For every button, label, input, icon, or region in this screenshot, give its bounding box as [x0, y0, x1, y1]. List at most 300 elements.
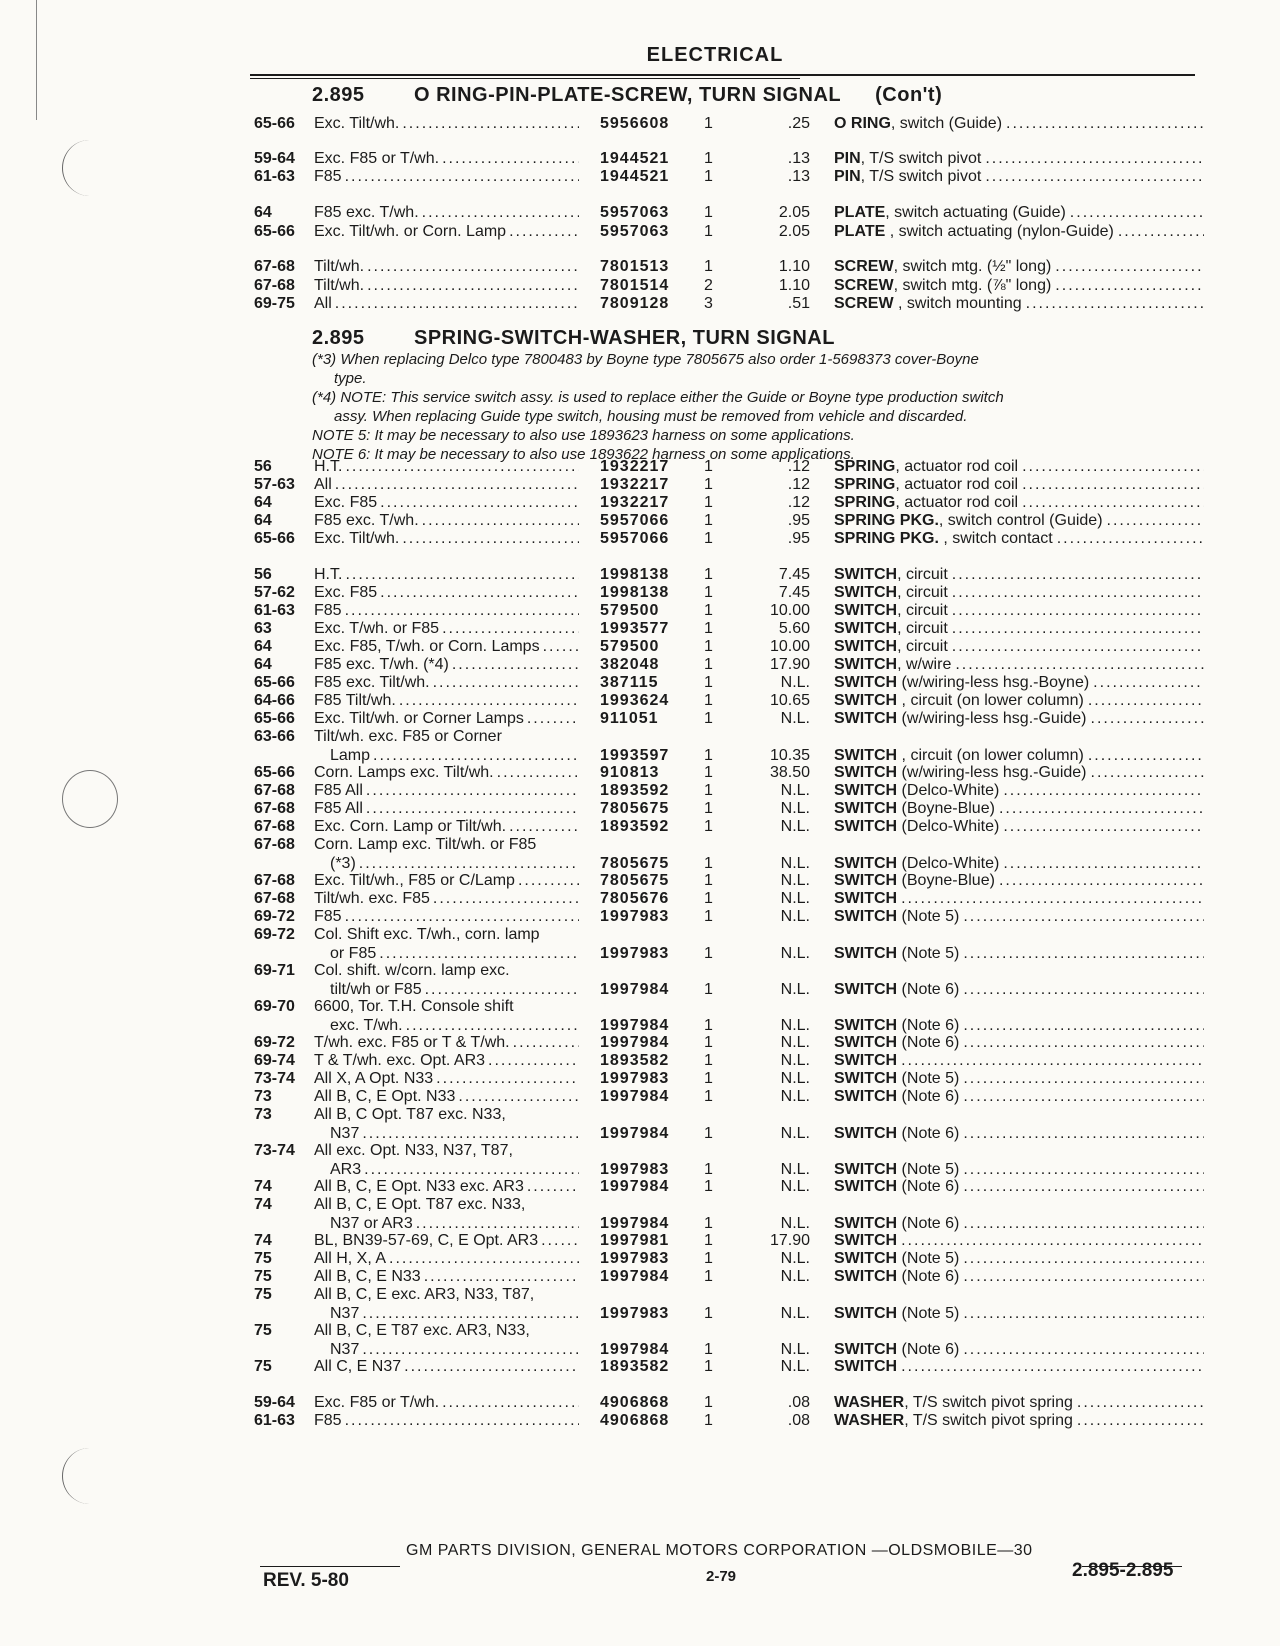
application	[314, 818, 579, 837]
application-text: N37	[330, 1305, 360, 1322]
application-line	[314, 620, 579, 639]
quantity: 1	[704, 818, 713, 835]
part-name: PIN	[834, 150, 861, 167]
application-line	[314, 1286, 579, 1305]
dot-leader	[380, 494, 579, 513]
application	[314, 530, 579, 549]
model-year: 69-75	[254, 295, 295, 312]
quantity: 1	[704, 1394, 713, 1411]
part-detail: (Note 6)	[897, 1017, 960, 1034]
description	[834, 494, 1204, 512]
part-number: 1997984	[600, 981, 670, 998]
part-name: SWITCH	[834, 1232, 898, 1249]
description-text	[834, 1412, 1073, 1430]
price: 7.45	[778, 584, 810, 601]
part-number: 4906868	[600, 1412, 670, 1429]
description-text	[834, 204, 1066, 222]
dot-leader	[345, 908, 579, 927]
part-detail: , switch contact	[938, 530, 1053, 547]
part-name: SWITCH	[834, 602, 898, 619]
description	[834, 115, 1204, 133]
part-number: 1997984	[600, 1215, 670, 1232]
description-text	[834, 620, 948, 638]
application	[314, 1088, 579, 1107]
part-number: 1932217	[600, 458, 670, 475]
application	[314, 584, 579, 603]
application	[314, 1232, 579, 1251]
description-text	[834, 692, 1084, 710]
description-text	[834, 602, 948, 620]
application-line	[314, 962, 579, 981]
quantity: 1	[704, 458, 713, 475]
quantity: 1	[704, 674, 713, 691]
application-text: F85	[314, 168, 342, 185]
quantity: 1	[704, 566, 713, 583]
description	[834, 1178, 1204, 1196]
part-detail: , circuit	[897, 638, 948, 655]
price: N.L.	[780, 1250, 810, 1267]
application	[314, 1268, 579, 1287]
application-text: tilt/wh or F85	[330, 981, 422, 998]
application	[314, 710, 579, 729]
part-number: 4906868	[600, 1394, 670, 1411]
dot-leader	[985, 168, 1204, 186]
note-line: type.	[334, 370, 367, 387]
part-detail: (w/wiring-less hsg.-Guide)	[897, 710, 1087, 727]
application-line	[314, 728, 579, 747]
note-line: NOTE 6: It may be necessary to also use 1893622 harness on some applications.	[312, 446, 855, 463]
part-name: SWITCH	[834, 638, 898, 655]
dot-leader	[1022, 494, 1204, 512]
page-title: ELECTRICAL	[646, 44, 784, 66]
quantity: 1	[704, 204, 713, 221]
quantity: 1	[704, 638, 713, 655]
description	[834, 692, 1204, 710]
application-line	[314, 1232, 579, 1251]
application	[314, 1196, 579, 1234]
description-text	[834, 1232, 897, 1250]
application-text: Exc. Corn. Lamp or Tilt/wh.	[314, 818, 507, 835]
dot-leader	[366, 800, 579, 819]
price: N.L.	[780, 1125, 810, 1142]
part-name: SPRING PKG.	[834, 530, 939, 547]
price: 38.50	[769, 764, 810, 781]
description	[834, 602, 1204, 620]
description-text	[834, 981, 959, 999]
model-year: 63-66	[254, 728, 295, 745]
dot-leader	[367, 258, 579, 277]
quantity: 1	[704, 1017, 713, 1034]
dot-leader	[527, 710, 579, 729]
part-number: 7801513	[600, 258, 670, 275]
application-line	[314, 223, 579, 242]
part-name: SWITCH	[834, 764, 898, 781]
model-year: 67-68	[254, 800, 295, 817]
model-year: 64-66	[254, 692, 295, 709]
model-year: 56	[254, 458, 272, 475]
description-text	[834, 530, 1053, 548]
part-number: 1944521	[600, 150, 670, 167]
description-text	[834, 800, 995, 818]
part-detail: (Delco-White)	[897, 782, 1000, 799]
description-text	[834, 150, 981, 168]
application	[314, 728, 579, 766]
application-text: Exc. F85, T/wh. or Corn. Lamps	[314, 638, 540, 655]
price: N.L.	[780, 674, 810, 691]
model-year: 69-72	[254, 1034, 295, 1051]
description	[834, 747, 1204, 765]
part-number: 1997983	[600, 1161, 670, 1178]
part-number: 1932217	[600, 476, 670, 493]
application	[314, 115, 579, 134]
footer-rule-left	[260, 1566, 400, 1567]
price: .95	[787, 512, 810, 529]
part-detail: , circuit	[897, 602, 948, 619]
description	[834, 1394, 1204, 1412]
description	[834, 855, 1204, 873]
footer-revision: REV. 5-80	[263, 1570, 349, 1591]
application	[314, 800, 579, 819]
price: N.L.	[780, 710, 810, 727]
dot-leader	[442, 620, 579, 639]
part-name: SWITCH	[834, 1052, 898, 1069]
quantity: 1	[704, 258, 713, 275]
application-text: Exc. F85 or T/wh.	[314, 1394, 440, 1411]
application	[314, 602, 579, 621]
description	[834, 1232, 1204, 1250]
description-text	[834, 277, 1051, 295]
part-name: SWITCH	[834, 872, 898, 889]
dot-leader	[541, 1232, 579, 1251]
application-line	[314, 818, 579, 837]
model-year: 69-71	[254, 962, 295, 979]
quantity: 1	[704, 945, 713, 962]
application-text: Exc. F85	[314, 584, 378, 601]
dot-leader	[952, 638, 1204, 656]
dot-leader	[442, 1394, 579, 1413]
description-text	[834, 1394, 1073, 1412]
application-line	[314, 1070, 579, 1089]
footer-page-number: 2-79	[706, 1568, 737, 1585]
dot-leader	[999, 872, 1204, 890]
application-text: BL, BN39-57-69, C, E Opt. AR3	[314, 1232, 539, 1249]
quantity: 1	[704, 150, 713, 167]
description	[834, 1250, 1204, 1268]
dot-leader	[1091, 710, 1205, 728]
description-text	[834, 494, 1018, 512]
part-detail: (w/wiring-less hsg.-Boyne)	[897, 674, 1090, 691]
application	[314, 258, 579, 277]
dot-leader	[422, 204, 579, 223]
application	[314, 150, 579, 169]
description-text	[834, 1215, 959, 1233]
application-line	[314, 1250, 579, 1269]
model-year: 63	[254, 620, 272, 637]
part-number: 1997981	[600, 1232, 670, 1249]
part-detail: , circuit	[897, 620, 948, 637]
part-number: 1893592	[600, 818, 670, 835]
dot-leader	[345, 566, 579, 585]
dot-leader	[517, 998, 579, 1017]
model-year: 64	[254, 204, 272, 221]
quantity: 1	[704, 782, 713, 799]
part-detail: (Delco-White)	[897, 818, 1000, 835]
application-line	[314, 1322, 579, 1341]
price: 10.65	[769, 692, 810, 709]
description-text	[834, 764, 1087, 782]
part-name: SWITCH	[834, 782, 898, 799]
application-line	[314, 1196, 579, 1215]
part-detail: , actuator rod coil	[895, 494, 1019, 511]
application	[314, 908, 579, 927]
description	[834, 1412, 1204, 1430]
part-name: SWITCH	[834, 620, 898, 637]
part-number: 1893582	[600, 1052, 670, 1069]
description	[834, 890, 1204, 908]
dot-leader	[436, 1070, 579, 1089]
dot-leader	[509, 1106, 579, 1125]
application-text: F85 All	[314, 800, 363, 817]
price: N.L.	[780, 1215, 810, 1232]
quantity: 1	[704, 872, 713, 889]
quantity: 1	[704, 602, 713, 619]
part-name: O RING	[834, 115, 891, 132]
quantity: 1	[704, 764, 713, 781]
model-year: 74	[254, 1232, 272, 1249]
part-name: SWITCH	[834, 1161, 898, 1178]
dot-leader	[533, 1322, 579, 1341]
part-detail: (Boyne-Blue)	[897, 800, 995, 817]
part-detail: (Note 5)	[897, 1161, 960, 1178]
application	[314, 962, 579, 1000]
application-text: F85 exc. Tilt/wh.	[314, 674, 430, 691]
part-detail: (Note 6)	[897, 1215, 960, 1232]
application	[314, 692, 579, 711]
note-line: (*4) NOTE: This service switch assy. is used to replace either the Guide or Boyne type production switch	[312, 389, 1004, 406]
part-number: 911051	[600, 710, 659, 727]
description-text	[834, 872, 995, 890]
application-text: All exc. Opt. N33, N37, T87,	[314, 1142, 513, 1159]
part-detail: , actuator rod coil	[895, 476, 1019, 493]
dot-leader	[952, 566, 1204, 584]
description-text	[834, 584, 948, 602]
description	[834, 981, 1204, 999]
model-year: 65-66	[254, 115, 295, 132]
description	[834, 674, 1204, 692]
application-line	[314, 998, 579, 1017]
part-detail: (Note 6)	[897, 1088, 960, 1105]
description	[834, 204, 1204, 222]
dot-leader	[399, 692, 579, 711]
model-year: 73	[254, 1088, 272, 1105]
part-number: 1997984	[600, 1088, 670, 1105]
part-name: SPRING	[834, 494, 896, 511]
quantity: 1	[704, 1232, 713, 1249]
price: N.L.	[780, 1034, 810, 1051]
price: N.L.	[780, 981, 810, 998]
quantity: 1	[704, 981, 713, 998]
application-line	[314, 1268, 579, 1287]
application-text: AR3	[330, 1161, 362, 1178]
application	[314, 1178, 579, 1197]
part-name: SWITCH	[834, 908, 898, 925]
application	[314, 1142, 579, 1180]
quantity: 1	[704, 1250, 713, 1267]
dot-leader	[963, 908, 1204, 926]
model-year: 64	[254, 494, 272, 511]
quantity: 1	[704, 1088, 713, 1105]
price: 10.00	[769, 602, 810, 619]
part-number: 7809128	[600, 295, 670, 312]
description	[834, 656, 1204, 674]
service-notes	[312, 350, 1202, 464]
description	[834, 584, 1204, 602]
application-text: All B, C, E N33	[314, 1268, 421, 1285]
quantity: 1	[704, 223, 713, 240]
part-detail: (Note 5)	[897, 1070, 960, 1087]
application	[314, 1394, 579, 1413]
description-text	[834, 1070, 959, 1088]
dot-leader	[963, 1305, 1204, 1323]
dot-leader	[963, 1070, 1204, 1088]
application-line	[314, 764, 579, 783]
description-text	[834, 1125, 959, 1143]
dot-leader	[509, 223, 579, 242]
application-text: All B, C, E exc. AR3, N33, T87,	[314, 1286, 535, 1303]
description-text	[834, 458, 1018, 476]
model-year: 67-68	[254, 782, 295, 799]
price: N.L.	[780, 1070, 810, 1087]
part-name: SWITCH	[834, 1034, 898, 1051]
part-detail: , switch mounting	[893, 295, 1022, 312]
application-text: All B, C, E T87 exc. AR3, N33,	[314, 1322, 530, 1339]
dot-leader	[458, 1088, 579, 1107]
note-line: NOTE 5: It may be necessary to also use 1893623 harness on some applications.	[312, 427, 855, 444]
application-line	[314, 800, 579, 819]
price: N.L.	[780, 872, 810, 889]
description-text	[834, 855, 999, 873]
application-line	[314, 1106, 579, 1125]
part-detail: , actuator rod coil	[895, 458, 1019, 475]
application-line	[314, 295, 579, 314]
model-year: 69-74	[254, 1052, 295, 1069]
quantity: 1	[704, 530, 713, 547]
part-number: 1997984	[600, 1268, 670, 1285]
application	[314, 168, 579, 187]
application-text: All C, E N37	[314, 1358, 402, 1375]
price: 1.10	[778, 277, 810, 294]
price: .25	[787, 115, 810, 132]
model-year: 64	[254, 638, 272, 655]
description	[834, 620, 1204, 638]
dot-leader	[901, 1052, 1204, 1070]
part-detail: , switch mtg. (½" long)	[893, 258, 1052, 275]
model-year: 59-64	[254, 150, 295, 167]
price: 2.05	[778, 204, 810, 221]
dot-leader	[1057, 530, 1204, 548]
application-text: 6600, Tor. T.H. Console shift	[314, 998, 514, 1015]
application-line	[314, 872, 579, 891]
part-name: SWITCH	[834, 1070, 898, 1087]
dot-leader	[1077, 1412, 1204, 1430]
dot-leader	[1006, 115, 1204, 133]
quantity: 1	[704, 115, 713, 132]
price: .13	[787, 150, 810, 167]
quantity: 1	[704, 1268, 713, 1285]
part-detail: , switch (Guide)	[890, 115, 1003, 132]
price: 10.35	[769, 747, 810, 764]
dot-leader	[1091, 764, 1205, 782]
dot-leader	[335, 476, 579, 495]
part-name: SWITCH	[834, 747, 898, 764]
model-year: 59-64	[254, 1394, 295, 1411]
price: N.L.	[780, 1161, 810, 1178]
application-line	[314, 204, 579, 223]
part-detail: , w/wire	[897, 656, 952, 673]
part-name: SWITCH	[834, 674, 898, 691]
price: .51	[787, 295, 810, 312]
part-name: PLATE	[834, 223, 886, 240]
part-detail: (Note 6)	[897, 981, 960, 998]
application-text: F85 exc. T/wh.	[314, 512, 419, 529]
dot-leader	[497, 764, 579, 783]
dot-leader	[433, 674, 579, 693]
description	[834, 945, 1204, 963]
description-text	[834, 638, 948, 656]
quantity: 1	[704, 890, 713, 907]
price: .08	[787, 1394, 810, 1411]
description-text	[834, 1017, 959, 1035]
description-text	[834, 1088, 959, 1106]
description	[834, 168, 1204, 186]
application-text: exc. T/wh.	[330, 1017, 403, 1034]
model-year: 65-66	[254, 764, 295, 781]
quantity: 1	[704, 1178, 713, 1195]
model-year: 75	[254, 1358, 272, 1375]
part-name: SWITCH	[834, 1125, 898, 1142]
part-number: 5957066	[600, 512, 670, 529]
dot-leader	[1118, 223, 1204, 241]
part-detail: (Note 6)	[897, 1178, 960, 1195]
part-number: 1993577	[600, 620, 670, 637]
application	[314, 204, 579, 223]
price: .12	[787, 494, 810, 511]
part-number: 1997983	[600, 1070, 670, 1087]
application-line	[314, 476, 579, 495]
price: 2.05	[778, 223, 810, 240]
dot-leader	[1022, 458, 1204, 476]
part-name: WASHER	[834, 1412, 905, 1429]
punch-hole-top	[62, 140, 117, 196]
dot-leader	[963, 1250, 1204, 1268]
part-number: 1893582	[600, 1358, 670, 1375]
part-name: SWITCH	[834, 1305, 898, 1322]
application-text: Tilt/wh. exc. F85 or Corner	[314, 728, 502, 745]
description	[834, 800, 1204, 818]
dot-leader	[1026, 295, 1204, 313]
application	[314, 782, 579, 801]
dot-leader	[901, 1232, 1204, 1250]
application-line	[314, 1034, 579, 1053]
dot-leader	[422, 512, 579, 531]
application	[314, 1070, 579, 1089]
dot-leader	[513, 962, 579, 981]
header-rule-thin	[250, 78, 800, 79]
application-line	[314, 1088, 579, 1107]
model-year: 74	[254, 1196, 272, 1213]
dot-leader	[527, 1178, 579, 1197]
part-name: SWITCH	[834, 692, 898, 709]
